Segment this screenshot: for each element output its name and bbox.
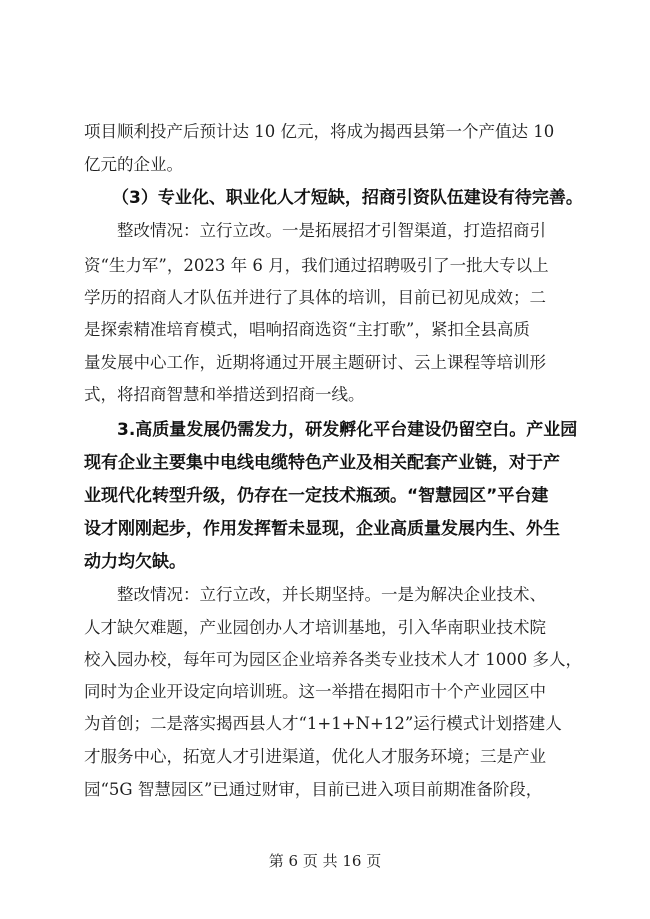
section-heading: 设才刚刚起步，作用发挥暂未显现，企业高质量发展内生、外生 bbox=[84, 519, 560, 539]
body-line: 整改情况：立行立改。一是拓展招才引智渠道，打造招商引 bbox=[117, 221, 546, 240]
body-line: 是探索精准培育模式，唱响招商选资“主打歌”，紧扣全县高质 bbox=[84, 320, 530, 339]
section-heading: 动力均欠缺。 bbox=[84, 552, 186, 572]
body-line: 园“5G 智慧园区”已通过财审，目前已进入项目前期准备阶段， bbox=[84, 780, 543, 799]
body-line: 为首创；二是落实揭西县人才“1+1+N+12”运行模式计划搭建人 bbox=[84, 714, 562, 733]
section-heading: （3）专业化、职业化人才短缺，招商引资队伍建设有待完善。 bbox=[112, 188, 583, 208]
body-line: 项目顺利投产后预计达 10 亿元，将成为揭西县第一个产值达 10 bbox=[84, 122, 555, 141]
section-heading: 业现代化转型升级，仍存在一定技术瓶颈。“智慧园区”平台建 bbox=[84, 486, 549, 506]
body-line: 学历的招商人才队伍并进行了具体的培训，目前已初见成效；二 bbox=[84, 288, 546, 307]
body-line: 人才缺欠难题，产业园创办人才培训基地，引入华南职业技术院 bbox=[84, 618, 546, 637]
body-line: 量发展中心工作，近期将通过开展主题研讨、云上课程等培训形 bbox=[84, 353, 546, 372]
body-line: 才服务中心，拓宽人才引进渠道，优化人才服务环境；三是产业 bbox=[84, 747, 546, 766]
section-heading: 3.高质量发展仍需发力，研发孵化平台建设仍留空白。产业园 bbox=[117, 420, 578, 440]
body-line: 资“生力军”，2023 年 6 月，我们通过招聘吸引了一批大专以上 bbox=[84, 256, 549, 275]
body-line: 整改情况：立行立改，并长期坚持。一是为解决企业技术、 bbox=[117, 585, 546, 604]
body-line: 式，将招商智慧和举措送到招商一线。 bbox=[84, 385, 365, 404]
body-line: 同时为企业开设定向培训班。这一举措在揭阳市十个产业园区中 bbox=[84, 682, 546, 701]
page-number: 第 6 页 共 16 页 bbox=[268, 852, 382, 870]
body-line: 校入园办校，每年可为园区企业培养各类专业技术人才 1000 多人， bbox=[84, 650, 582, 669]
section-heading: 现有企业主要集中电线电缆特色产业及相关配套产业链，对于产 bbox=[84, 453, 560, 473]
body-line: 亿元的企业。 bbox=[84, 155, 183, 174]
